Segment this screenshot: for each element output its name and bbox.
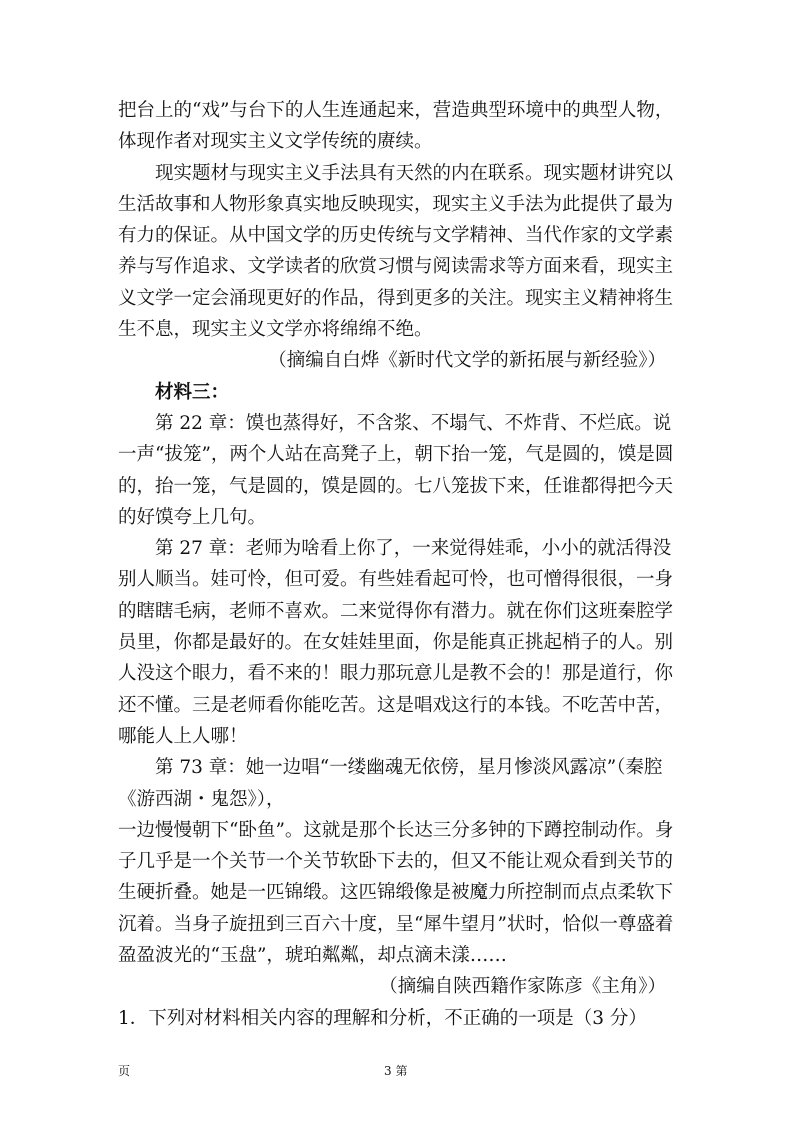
paragraph-chapter-22: 第 22 章：馍也蒸得好，不含浆、不塌气、不炸背、不烂底。说一声“拔笼”，两个人站在高凳子上，朝下抬一笼，气是圆的，馍是圆的，抬一笼，气是圆的，馍是圆的。七八笼拔下来，任谁都得把今天的好馍夸上几句。 — [118, 412, 674, 528]
document-body — [118, 95, 678, 1034]
footer-page-label: 页 — [118, 1064, 131, 1078]
question-1: 1．下列对材料相关内容的理解和分析，不正确的一项是（3 分） — [118, 1007, 647, 1029]
paragraph-continuation: 把台上的“戏”与台下的人生连通起来，营造典型环境中的典型人物，体现作者对现实主义文学传统的赓续。 — [118, 100, 674, 153]
section-heading-material-3: 材料三： — [155, 381, 230, 403]
source-citation-2: （摘编自陕西籍作家陈彦《主角》） — [379, 976, 666, 998]
source-citation-1: （摘编自白烨《新时代文学的新拓展与新经验》） — [268, 350, 666, 372]
footer-page-number: 3 第 — [384, 1064, 408, 1078]
paragraph-chapter-27: 第 27 章：老师为啥看上你了，一来觉得娃乖，小小的就活得没别人顺当。娃可怜，但可爱。有些娃看起可怜，也可憎得很很，一身的瞎瞎毛病，老师不喜欢。二来觉得你有潜力。就在你们这班秦腔学员里，你都是最好的。在女娃娃里面，你是能真正挑起梢子的人。别人没这个眼力，看不来的！眼力那玩意儿是教不会的！那是道行，你还不懂。三是老师看你能吃苦。这是唱戏这行的本钱。不吃苦中苦，哪能人上人哪！ — [118, 538, 674, 747]
paragraph-realism: 现实题材与现实主义手法具有天然的内在联系。现实题材讲究以生活故事和人物形象真实地反映现实，现实主义手法为此提供了最为有力的保证。从中国文学的历史传统与文学精神、当代作家的文学素养与写作追求、文学读者的欣赏习惯与阅读需求等方面来看，现实主义文学一定会涌现更好的作品，得到更多的关注。现实主义精神将生生不息，现实主义文学亦将绵绵不绝。 — [118, 162, 674, 341]
paragraph-chapter-73-cont: 一边慢慢朝下“卧鱼”。这就是那个长达三分多钟的下蹲控制动作。身子几乎是一个关节一个关节软卧下去的，但又不能让观众看到关节的生硬折叠。她是一匹锦缎。这匹锦缎像是被魔力所控制而点点柔软下沉着。当身子旋扭到三百六十度，呈“犀牛望月”状时，恰似一尊盛着盈盈波光的“玉盘”，琥珀粼粼，却点滴未漾…… — [118, 819, 674, 967]
paragraph-chapter-73: 第 73 章：她一边唱“一缕幽魂无依傍，星月惨淡风露凉”（秦腔《游西湖・鬼怨》）， — [118, 757, 663, 810]
